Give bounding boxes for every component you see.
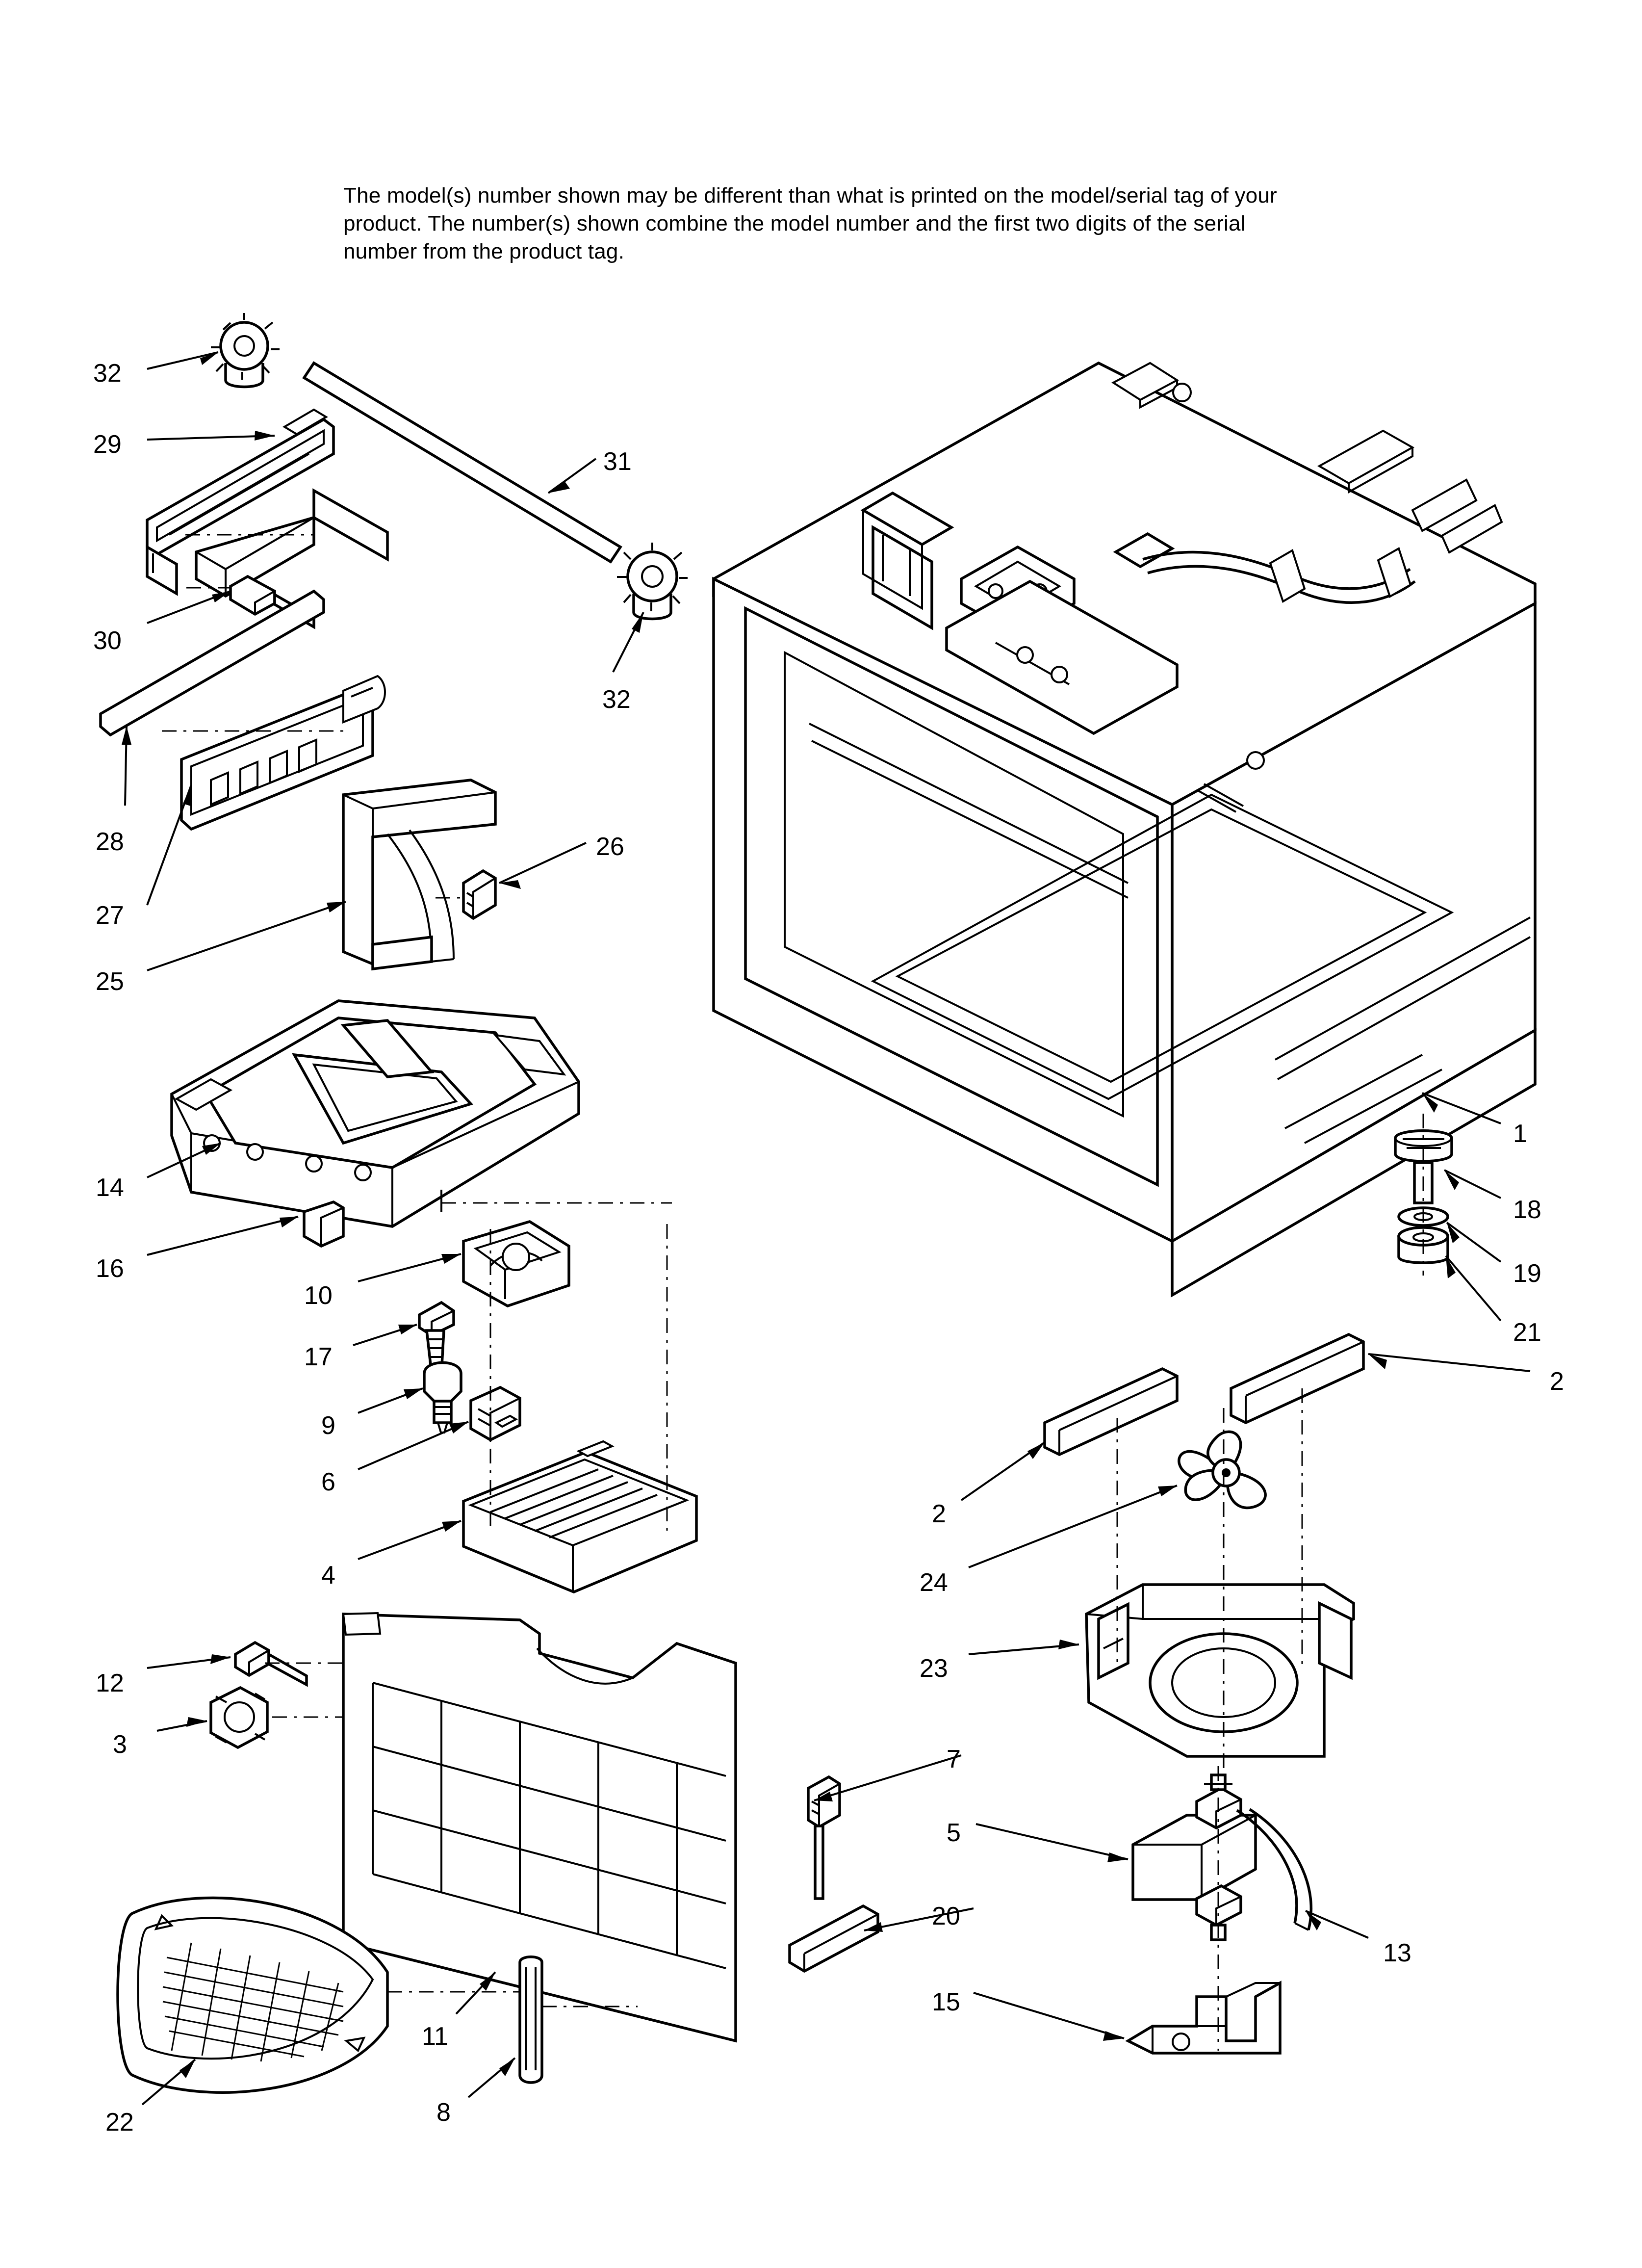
callout-30: 30 <box>93 626 122 655</box>
callout-31: 31 <box>603 447 632 476</box>
callout-32-top: 32 <box>93 359 122 388</box>
part-16-clip <box>304 1202 343 1246</box>
part-3-fan-motor-mount <box>211 1688 267 1747</box>
callout-2-right: 2 <box>1550 1367 1564 1396</box>
part-5-evaporator-fan-motor <box>1133 1775 1311 1940</box>
callout-7: 7 <box>947 1745 961 1773</box>
callout-24: 24 <box>920 1568 948 1597</box>
part-32-gear-lower <box>617 543 688 619</box>
part-8-lens <box>520 1957 542 2083</box>
callout-10: 10 <box>304 1281 333 1310</box>
callout-15: 15 <box>932 1988 960 2016</box>
model-number-note: The model(s) number shown may be different than what is printed on the model/serial tag of your product. The number(s) shown combine the model number and the first two digits of the serial number from the product tag. <box>343 183 1277 264</box>
callout-23: 23 <box>920 1654 948 1683</box>
callout-21: 21 <box>1513 1318 1541 1347</box>
callout-3: 3 <box>113 1730 127 1759</box>
callout-12: 12 <box>96 1669 124 1697</box>
callout-9: 9 <box>321 1411 335 1440</box>
part-9-light-bulb <box>424 1363 461 1433</box>
part-24-fan-blade <box>1179 1432 1265 1508</box>
callout-4: 4 <box>321 1561 335 1590</box>
callout-6: 6 <box>321 1468 335 1496</box>
callout-16: 16 <box>96 1254 124 1283</box>
callout-28: 28 <box>96 828 124 856</box>
part-32-gear-top <box>211 313 280 387</box>
part-23-fan-shroud <box>1086 1585 1354 1756</box>
part-28-bar <box>101 591 324 735</box>
part-4-air-grille <box>463 1441 696 1592</box>
callout-2-left: 2 <box>932 1500 946 1528</box>
part-2-shelf-bar-left <box>1045 1369 1177 1455</box>
callout-17: 17 <box>304 1343 333 1371</box>
callout-29: 29 <box>93 430 122 459</box>
callout-8: 8 <box>436 2098 451 2127</box>
part-14-drawer-support <box>172 1001 579 1246</box>
callout-27: 27 <box>96 901 124 930</box>
part-20-trim-bar <box>790 1906 878 1971</box>
callout-13: 13 <box>1383 1939 1411 1967</box>
part-15-fan-bracket <box>1128 1983 1280 2053</box>
callout-32-lower: 32 <box>602 685 631 714</box>
callout-18: 18 <box>1513 1196 1541 1224</box>
part-10-light-housing <box>463 1222 569 1306</box>
callout-11: 11 <box>422 2022 448 2051</box>
callout-20: 20 <box>932 1902 960 1930</box>
callout-22: 22 <box>105 2108 134 2137</box>
callout-26: 26 <box>596 833 624 861</box>
callout-1: 1 <box>1513 1120 1527 1148</box>
part-6-light-socket <box>471 1387 520 1440</box>
part-2-shelf-bar-right <box>1231 1334 1363 1423</box>
callout-5: 5 <box>947 1819 961 1847</box>
callout-25: 25 <box>96 967 124 996</box>
callout-19: 19 <box>1513 1259 1541 1288</box>
part-26-screw <box>463 871 495 918</box>
callout-14: 14 <box>96 1173 124 1202</box>
part-25-bracket <box>343 780 495 969</box>
